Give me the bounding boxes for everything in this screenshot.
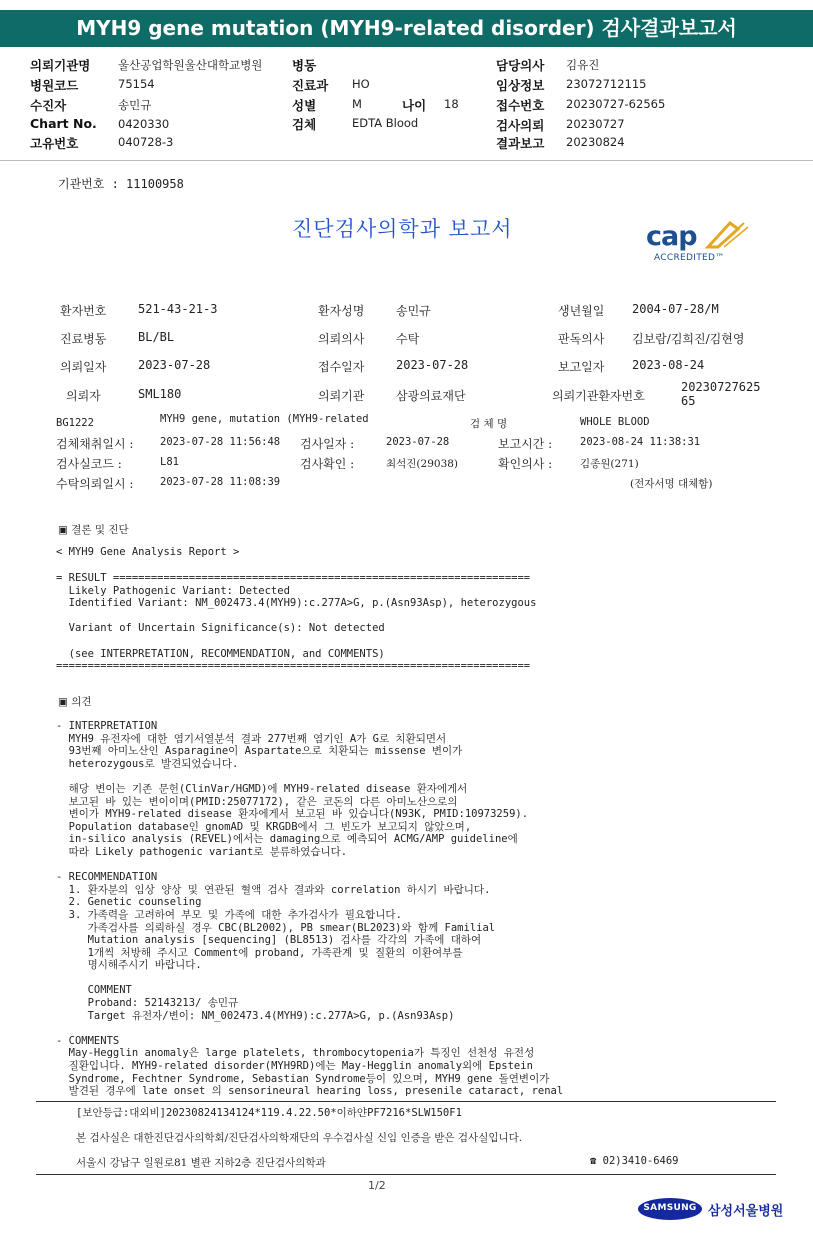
header-value: 울산공업학원울산대학교병원 bbox=[118, 58, 263, 72]
header-value: 20230727-62565 bbox=[566, 97, 666, 111]
header-value: 송민규 bbox=[118, 98, 152, 112]
org-number: 기관번호 : 11100958 bbox=[58, 177, 184, 191]
header-label: 접수번호 bbox=[496, 98, 545, 113]
patient-value: 2023-07-28 bbox=[396, 358, 469, 372]
patient-label: 의뢰기관환자번호 bbox=[552, 389, 645, 403]
time-label: 보고시간 : bbox=[498, 437, 553, 451]
header-label: 검체 bbox=[292, 117, 317, 132]
cap-logo-sub: ACCREDITED™ bbox=[654, 253, 725, 263]
time-value: 2023-07-28 11:08:39 bbox=[160, 476, 281, 488]
patient-label: 접수일자 bbox=[318, 360, 365, 374]
specimen-value: WHOLE BLOOD bbox=[580, 416, 650, 428]
header-value: 23072712115 bbox=[566, 77, 647, 91]
cap-swoosh-icon bbox=[704, 217, 750, 251]
certification-text: 본 검사실은 대한진단검사의학회/진단검사의학재단의 우수검사실 신임 인증을 받은 검사실입니다. bbox=[76, 1132, 523, 1144]
time-label: 수탁의뢰일시 : bbox=[56, 477, 134, 491]
header-label: 담당의사 bbox=[496, 58, 545, 73]
page-number: 1/2 bbox=[368, 1179, 386, 1192]
result-block: = RESULT ================================================================== Likely Pathogenic Variant: Detected Identified Variant: NM_002473.4(MYH9):c.277A>G, p.(Asn93Asp), heterozygous Variant of Uncertain Significance(s): Not detected (see INTERPRETATION, RECOMMENDATION, and COMMENTS) =========================================================================== bbox=[56, 572, 537, 673]
time-value: 2023-08-24 11:38:31 bbox=[580, 436, 701, 448]
security-line: [보안등급:대외비]20230824134124*119.4.22.50*이하얀PF7216*SLW150F1 bbox=[76, 1107, 462, 1119]
report-title: 진단검사의학과 보고서 bbox=[292, 217, 513, 241]
cap-logo-text: cap bbox=[646, 221, 697, 252]
patient-label: 의뢰의사 bbox=[318, 332, 365, 346]
hospital-name: 삼성서울병원 bbox=[708, 1204, 784, 1219]
header-label: 검사의뢰 bbox=[496, 118, 545, 133]
time-label: 검사실코드 : bbox=[56, 457, 122, 471]
patient-value: 수탁 bbox=[396, 332, 420, 346]
patient-value: 2023-08-24 bbox=[632, 358, 705, 372]
patient-value: 2004-07-28/M bbox=[632, 302, 719, 316]
time-value: 최석진(29038) bbox=[386, 458, 459, 470]
department-address: 서울시 강남구 일원로81 별관 지하2층 진단검사의학과 bbox=[76, 1157, 326, 1169]
patient-label: 환자번호 bbox=[60, 304, 107, 318]
header-label: 임상정보 bbox=[496, 78, 545, 93]
e-signature-note: (전자서명 대체함) bbox=[630, 478, 713, 490]
header-label: 의뢰기관명 bbox=[30, 58, 91, 73]
patient-value: SML180 bbox=[138, 387, 182, 401]
header-value: 20230824 bbox=[566, 135, 625, 149]
header-value: 0420330 bbox=[118, 117, 170, 131]
test-code: BG1222 bbox=[56, 417, 94, 429]
test-name: MYH9 gene, mutation (MYH9-related bbox=[160, 413, 369, 425]
header-label: 병동 bbox=[292, 58, 317, 73]
patient-label: 의뢰일자 bbox=[60, 360, 107, 374]
header-label: 결과보고 bbox=[496, 136, 545, 151]
specimen-label: 검 체 명 bbox=[470, 418, 508, 430]
cap-accredited-logo bbox=[646, 221, 756, 265]
department-phone: ☎ 02)3410-6469 bbox=[590, 1155, 679, 1167]
patient-label: 의뢰기관 bbox=[318, 389, 365, 403]
patient-value: 2023072762565 bbox=[681, 380, 761, 408]
header-divider bbox=[0, 160, 813, 161]
analysis-report-heading: < MYH9 Gene Analysis Report > bbox=[56, 546, 240, 558]
section-conclusion-heading: ▣ 결론 및 진단 bbox=[58, 524, 129, 536]
time-value: 2023-07-28 11:56:48 bbox=[160, 436, 281, 448]
patient-label: 진료병동 bbox=[60, 332, 107, 346]
header-label: 수진자 bbox=[30, 98, 67, 113]
patient-value: 송민규 bbox=[396, 304, 431, 318]
opinion-block: - INTERPRETATION MYH9 유전자에 대한 염기서열분석 결과 277번째 염기인 A가 G로 치환되면서 93번째 아미노산인 Asparagine이 Aspartate으로 치환되는 missense 변이가 heterozygous로 발견되었습니다. 해당 변이는 기존 문헌(ClinVar/HGMD)에 MYH9-related disease 환자에게서 보고된 바 있는 변이이며(PMID:25077172), 같은 코돈의 다른 아미노산으로의 변이가 MYH9-related disease 환자에게서 보고된 바 있습니다(N93K, PMID:10973259). Population database인 gnomAD 및 KRGDB에서 그 빈도가 보고되지 않았으며, in-silico analysis (REVEL)에서는 damaging으로 예측되어 ACMG/AMP guideline에 따라 Likely pathogenic variant로 분류하였습니다. - RECOMMENDATION 1. 환자분의 임상 양상 및 연관된 혈액 검사 결과와 correlation 하시기 바랍니다. 2. Genetic counseling 3. 가족력을 고려하여 부모 및 가족에 대한 추가검사가 필요합니다. 가족검사를 의뢰하실 경우 CBC(BL2002), PB smear(BL2023)와 함께 Familial Mutation analysis [sequencing] (BL8513) 검사를 각각의 가족에 대하여 1개씩 처방해 주시고 Comment에 proband, 가족관계 및 질환의 이환여부를 명시해주시기 바랍니다. COMMENT Proband: 52143213/ 송민규 Target 유전자/변이: NM_002473.4(MYH9):c.277A>G, p.(Asn93Asp) - COMMENTS May-Hegglin anomaly은 large platelets, thrombocytopenia가 특징인 선천성 유전성 질환입니다. MYH9-related disorder(MYH9RD)에는 May-Hegglin anomaly외에 Epstein Syndrome, Fechtner Syndrome, Sebastian Syndrome등이 있으며, MYH9 gene 돌연변이가 발견된 경우에 late onset 의 sensorineural hearing loss, presenile cataract, renal bbox=[56, 720, 564, 1098]
samsung-logo-text: SAMSUNG bbox=[643, 1203, 697, 1213]
footer-divider bbox=[36, 1101, 776, 1102]
header-value: 040728-3 bbox=[118, 135, 174, 149]
time-label: 검체채취일시 : bbox=[56, 437, 134, 451]
patient-value: 삼광의료재단 bbox=[396, 389, 466, 403]
patient-label: 보고일자 bbox=[558, 360, 605, 374]
header-value: 김유진 bbox=[566, 58, 600, 72]
patient-value: 2023-07-28 bbox=[138, 358, 211, 372]
header-value: 75154 bbox=[118, 77, 155, 91]
header-value: 20230727 bbox=[566, 117, 625, 131]
report-banner: MYH9 gene mutation (MYH9-related disorder) 검사결과보고서 bbox=[0, 10, 813, 47]
header-label: 성별 bbox=[292, 98, 317, 113]
patient-value: 521-43-21-3 bbox=[138, 302, 218, 316]
patient-label: 환자성명 bbox=[318, 304, 365, 318]
header-label: Chart No. bbox=[30, 116, 97, 131]
time-value: 2023-07-28 bbox=[386, 436, 450, 448]
samsung-logo-icon bbox=[638, 1198, 702, 1220]
patient-value: BL/BL bbox=[138, 330, 175, 344]
patient-label: 판독의사 bbox=[558, 332, 605, 346]
header-label: 병원코드 bbox=[30, 78, 79, 93]
patient-value: 김보람/김희진/김현영 bbox=[632, 332, 745, 346]
header-label: 진료과 bbox=[292, 78, 329, 93]
patient-label: 의뢰자 bbox=[66, 389, 101, 403]
time-label: 검사일자 : bbox=[300, 437, 355, 451]
footer-divider-bottom bbox=[36, 1174, 776, 1175]
time-value: 김종원(271) bbox=[580, 458, 639, 470]
patient-label: 생년월일 bbox=[558, 304, 605, 318]
time-label: 확인의사 : bbox=[498, 457, 553, 471]
header-value: 18 bbox=[444, 97, 459, 111]
header-label: 나이 bbox=[402, 98, 427, 113]
time-value: L81 bbox=[160, 456, 179, 468]
header-label: 고유번호 bbox=[30, 136, 79, 151]
header-value: M bbox=[352, 97, 362, 111]
time-label: 검사확인 : bbox=[300, 457, 355, 471]
header-value: HO bbox=[352, 77, 370, 91]
header-value: EDTA Blood bbox=[352, 116, 419, 130]
section-opinion-heading: ▣ 의견 bbox=[58, 696, 92, 708]
